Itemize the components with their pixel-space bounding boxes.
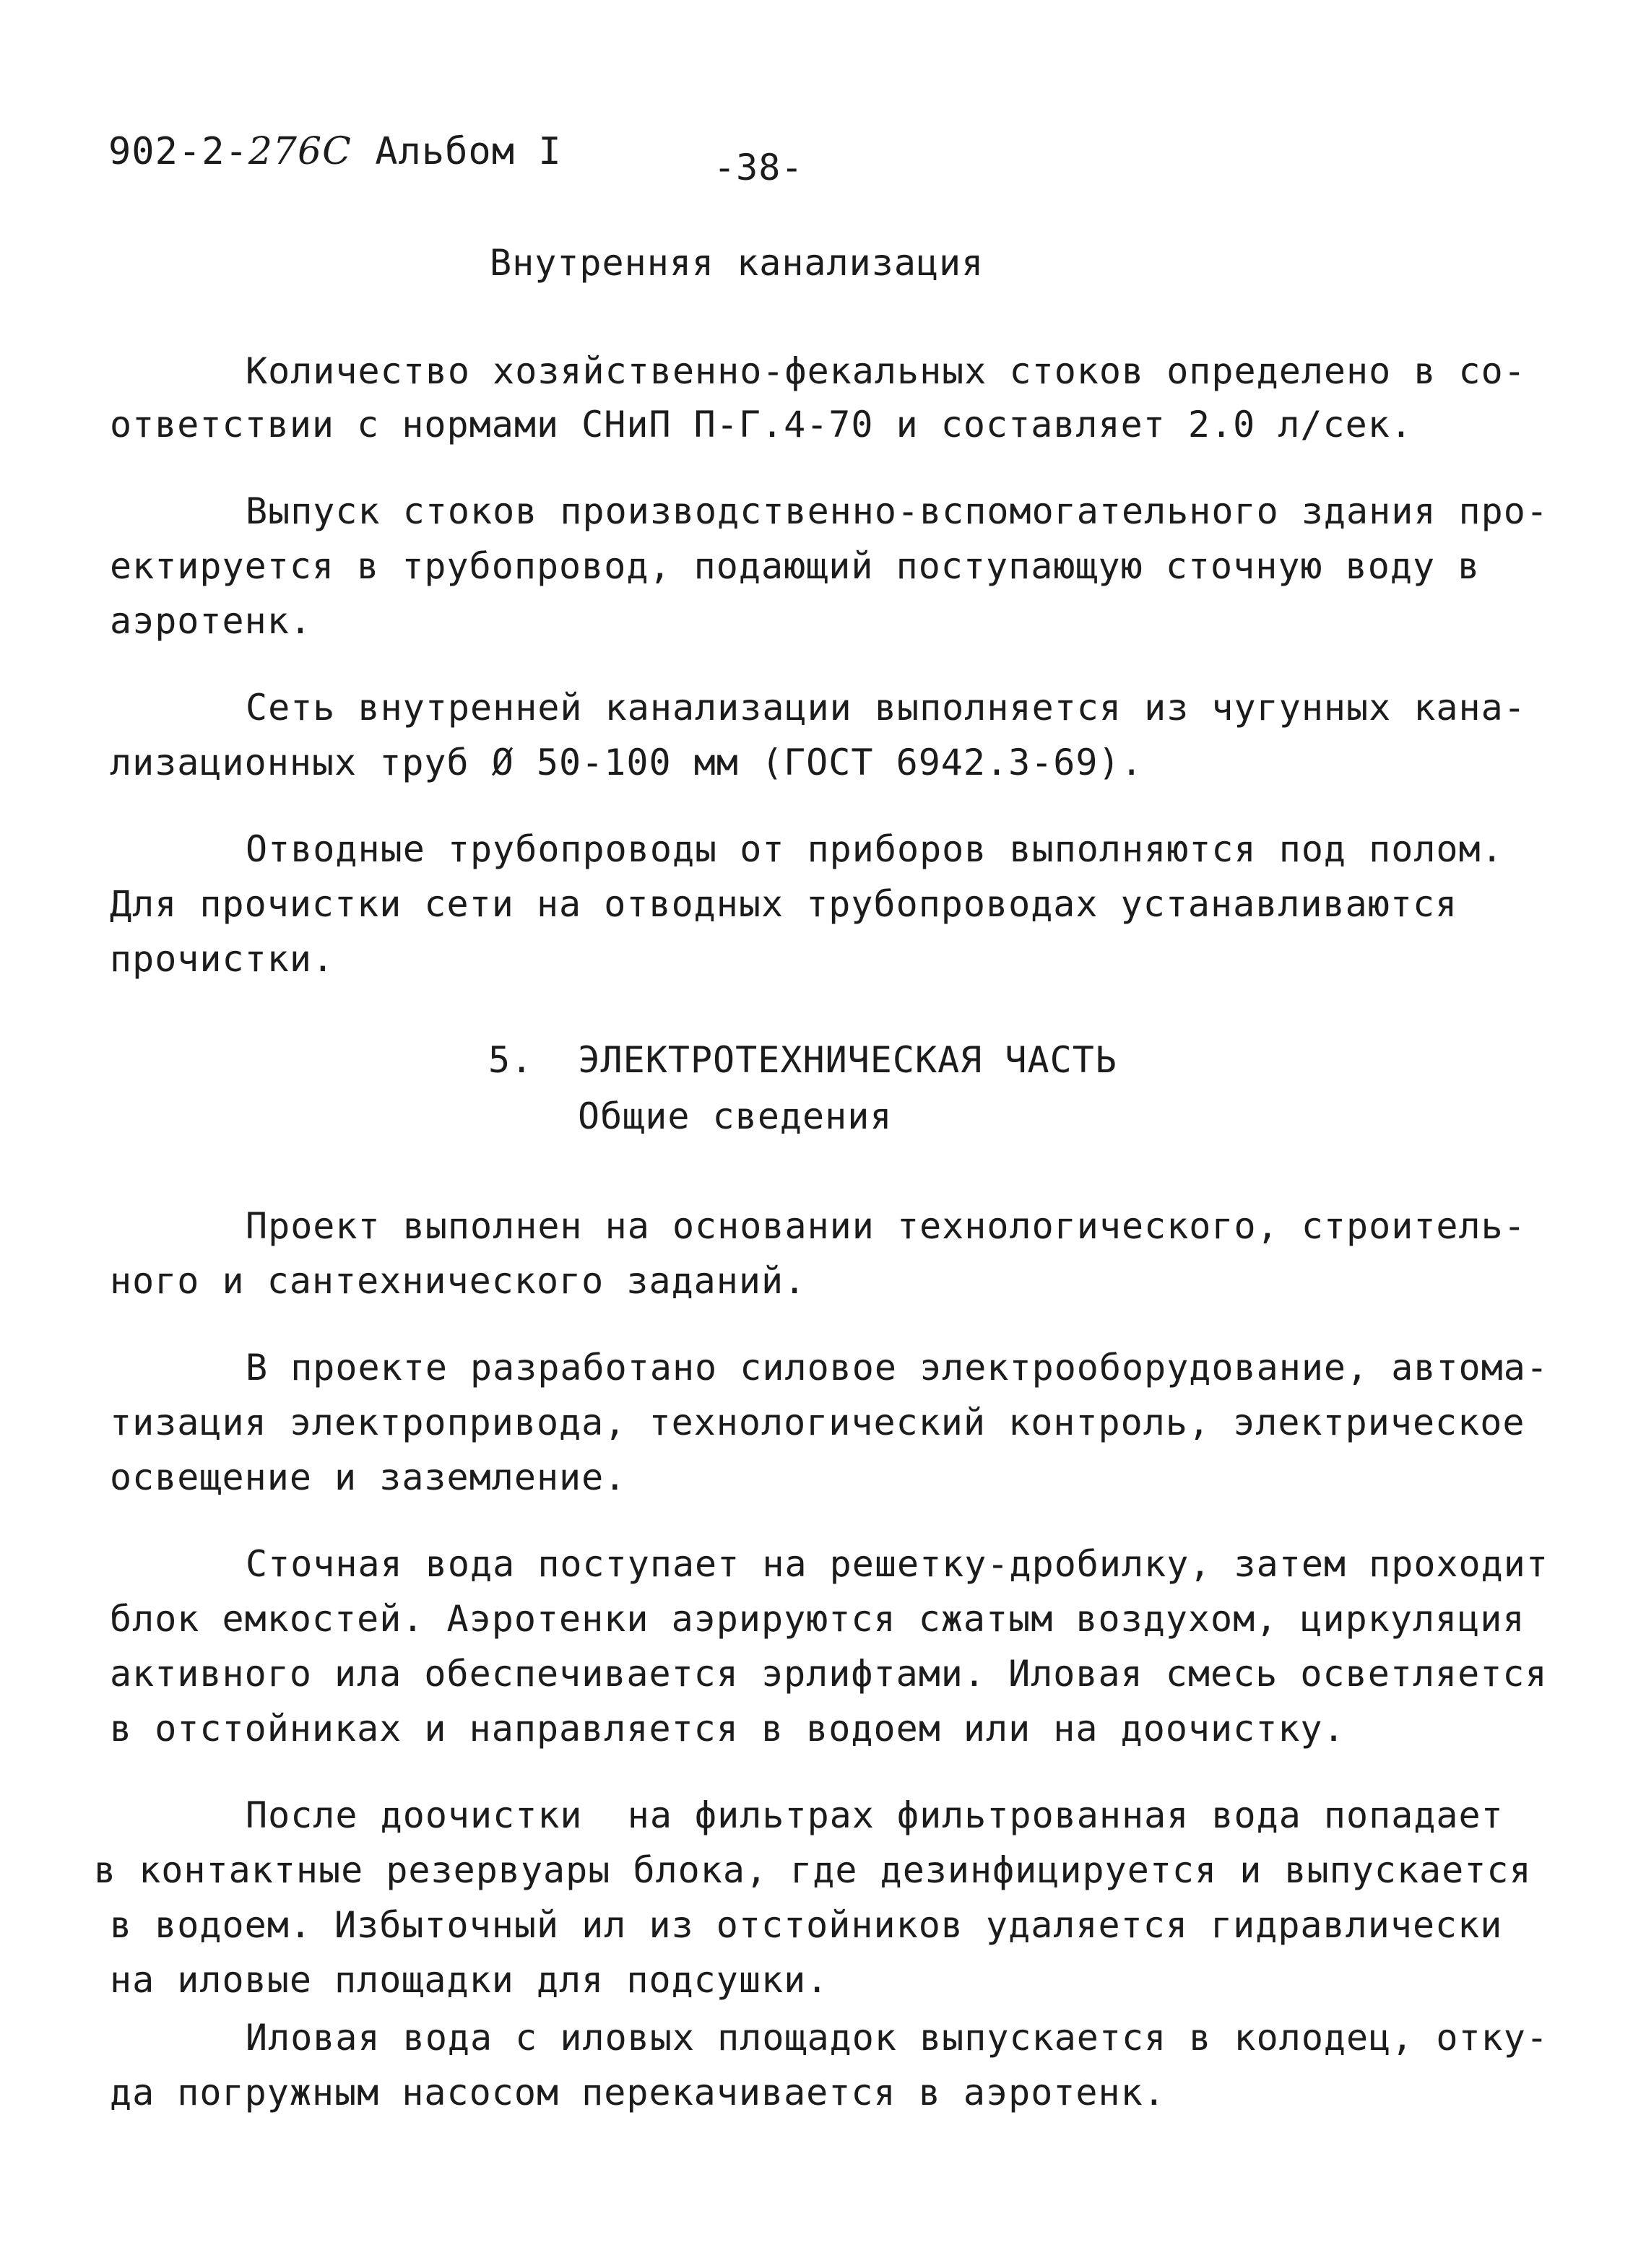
section-number: 5. (488, 1039, 534, 1081)
album-label: Альбом I (375, 130, 562, 173)
electro-p1-line2: ного и сантехнического заданий. (110, 1260, 807, 1302)
sewer-p1-line2: ответствии с нормами СНиП П-Г.4-70 и составляет 2.0 л/сек. (110, 404, 1413, 446)
electro-p4-line3: в водоем. Избыточный ил из отстойников удаляется гидравлически (110, 1904, 1503, 1946)
electro-p4-line2: в контактные резервуары блока, где дезинфицируется и выпускается (94, 1849, 1532, 1891)
sewer-p4-line3: прочистки. (110, 938, 335, 980)
document-code (108, 129, 562, 175)
electro-p1-line1: Проект выполнен на основании технологического, строитель- (246, 1205, 1526, 1247)
sewer-p3-line1: Сеть внутренней канализации выполняется из чугунных кана- (246, 687, 1526, 729)
sewer-p1-line1: Количество хозяйственно-фекальных стоков определено в со- (246, 350, 1526, 392)
electro-p2-line1: В проекте разработано силовое электрооборудование, автома- (246, 1347, 1548, 1389)
sewer-p2-line1: Выпуск стоков производственно-вспомогательного здания про- (246, 490, 1548, 532)
sewer-p3-line2: лизационных труб Ø 50-100 мм (ГОСТ 6942.3-69). (110, 742, 1143, 783)
document-code-handwritten: 276С (248, 130, 352, 173)
page-number: -38- (714, 147, 804, 188)
sewer-p4-line1: Отводные трубопроводы от приборов выполняются под полом. (246, 828, 1504, 870)
section-title-sewer: Внутренняя канализация (490, 242, 984, 284)
electro-p5-line1: Иловая вода с иловых площадок выпускается в колодец, отку- (246, 2017, 1548, 2059)
section-title-electro: ЭЛЕКТРОТЕХНИЧЕСКАЯ ЧАСТЬ (578, 1039, 1117, 1081)
electro-p5-line2: да погружным насосом перекачивается в аэротенк. (110, 2072, 1166, 2113)
electro-p3-line4: в отстойниках и направляется в водоем или на доочистку. (110, 1708, 1346, 1750)
electro-p4-line4: на иловые площадки для подсушки. (110, 1959, 829, 2001)
electro-p2-line2: тизация электропривода, технологический контроль, электрическое (110, 1402, 1525, 1443)
sewer-p2-line2: ектируется в трубопровод, подающий поступающую сточную воду в (110, 545, 1481, 587)
section-heading-electro (488, 1037, 1117, 1083)
sewer-p2-line3: аэротенк. (110, 600, 312, 642)
document-code-prefix: 902-2- (108, 130, 248, 173)
sewer-p4-line2: Для прочистки сети на отводных трубопроводах устанавливаются (110, 883, 1458, 925)
electro-p3-line1: Сточная вода поступает на решетку-дробилку, затем проходит (246, 1543, 1548, 1585)
electro-p2-line3: освещение и заземление. (110, 1456, 627, 1498)
electro-p3-line3: активного ила обеспечивается эрлифтами. Иловая смесь осветляется (110, 1653, 1548, 1695)
electro-p4-line1: После доочистки на фильтрах фильтрованная вода попадает (246, 1794, 1504, 1836)
section-subtitle-electro: Общие сведения (578, 1095, 893, 1137)
electro-p3-line2: блок емкостей. Аэротенки аэрируются сжатым воздухом, циркуляция (110, 1598, 1525, 1640)
